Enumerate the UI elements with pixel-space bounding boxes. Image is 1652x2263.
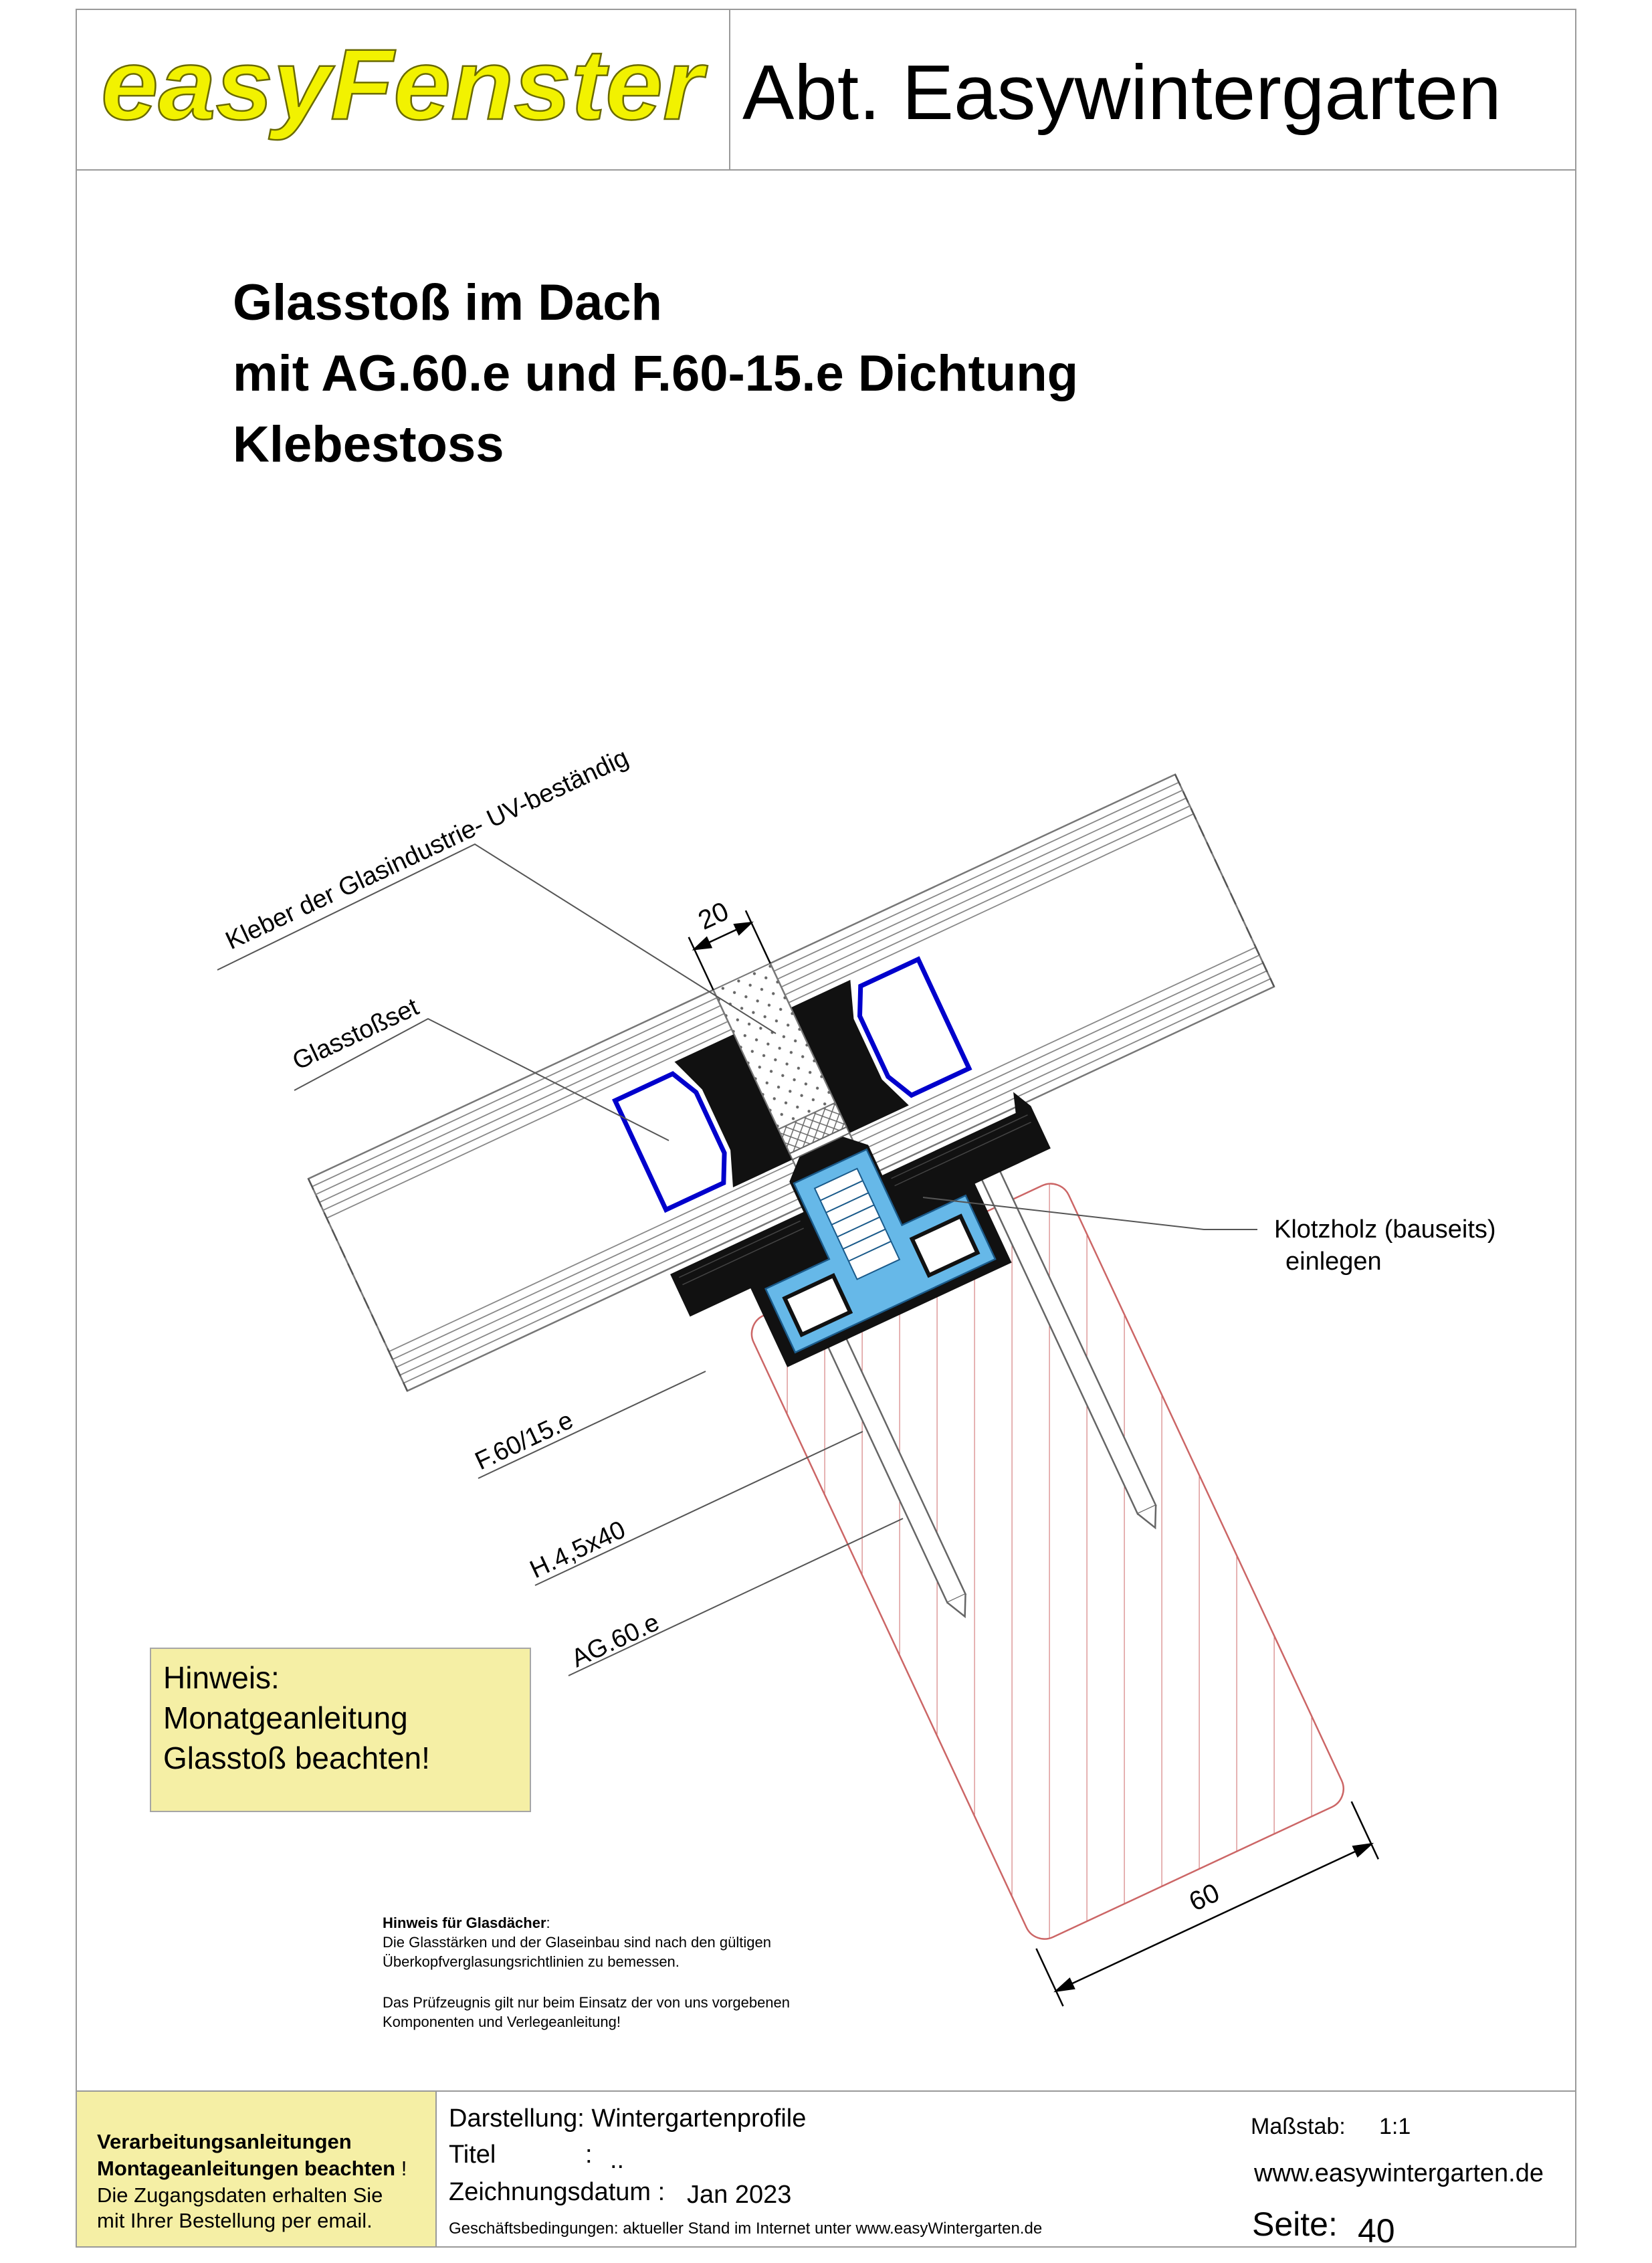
dimension-20-label: 20 — [694, 896, 734, 936]
footer-titel-colon: : — [585, 2141, 593, 2169]
title-line-3: Klebestoss — [233, 416, 504, 473]
label-f60: F.60/15.e — [471, 1406, 578, 1476]
footer-instructions-bold-2: Montageanleitungen beachten — [97, 2157, 396, 2180]
title-line-1: Glasstoß im Dach — [233, 274, 662, 331]
footer-instructions-line-2 — [97, 2157, 407, 2181]
glass-roof-note-line-4: Komponenten und Verlegeanleitung! — [383, 2013, 621, 2030]
assembly-notice-box — [150, 1648, 531, 1812]
footer-instructions-box — [77, 2092, 435, 2246]
footer-instructions-bang: ! — [395, 2157, 407, 2180]
footer-titel-value: .. — [610, 2146, 625, 2174]
glass-roof-note-line-1: Die Glasstärken und der Glaseinbau sind nach den gültigen — [383, 1934, 771, 1951]
footer-website: www.easywintergarten.de — [1254, 2159, 1544, 2187]
glass-roof-note-heading-text: Hinweis für Glasdächer — [383, 1914, 546, 1931]
notice-line-1: Hinweis: — [163, 1660, 280, 1695]
footer-instructions-line-1: Verarbeitungsanleitungen — [97, 2130, 352, 2153]
department-title: Abt. Easywintergarten — [742, 49, 1502, 136]
footer-instructions-line-3: Die Zugangsdaten erhalten Sie — [97, 2183, 383, 2207]
footer-page-value: 40 — [1358, 2212, 1395, 2250]
glass-roof-note-colon: : — [546, 1914, 550, 1931]
label-adhesive: Kleber der Glasindustrie- UV-beständig — [221, 743, 633, 956]
label-klotzholz-line-2: einlegen — [1285, 1248, 1382, 1276]
glass-roof-note-line-3: Das Prüfzeugnis gilt nur beim Einsatz der von uns vorgebenen — [383, 1994, 791, 2011]
leader-f60 — [478, 1371, 706, 1478]
label-klotzholz-line-1: Klotzholz (bauseits) — [1274, 1215, 1496, 1244]
dimension-60-label: 60 — [1184, 1878, 1225, 1917]
footer-titel-label: Titel — [449, 2141, 496, 2169]
footer-terms: Geschäftsbedingungen: aktueller Stand im Internet unter www.easyWintergarten.de — [449, 2220, 1043, 2238]
label-screw: H.4,5x40 — [526, 1515, 630, 1585]
footer-datum-value: Jan 2023 — [687, 2181, 792, 2209]
title-line-2: mit AG.60.e und F.60-15.e Dichtung — [233, 345, 1079, 402]
label-ag60: AG.60.e — [567, 1608, 664, 1674]
glass-roof-note-heading — [383, 1914, 550, 1932]
label-glass-joint-set: Glasstoßset — [288, 993, 423, 1076]
footer-scale-value: 1:1 — [1379, 2114, 1411, 2139]
logo-text: easyFenster — [101, 40, 708, 140]
footer-darstellung: Darstellung: Wintergartenprofile — [449, 2104, 807, 2133]
notice-line-3: Glasstoß beachten! — [163, 1741, 430, 1775]
footer-page-label: Seite: — [1252, 2205, 1338, 2243]
glass-roof-note-line-2: Überkopfverglasungsrichtlinien zu bemessen. — [383, 1953, 680, 1970]
notice-line-2: Monatgeanleitung — [163, 1700, 408, 1735]
footer-datum-label: Zeichnungsdatum : — [449, 2178, 665, 2206]
footer-scale-label: Maßstab: — [1251, 2114, 1346, 2139]
footer-instructions-line-4: mit Ihrer Bestellung per email. — [97, 2209, 373, 2232]
